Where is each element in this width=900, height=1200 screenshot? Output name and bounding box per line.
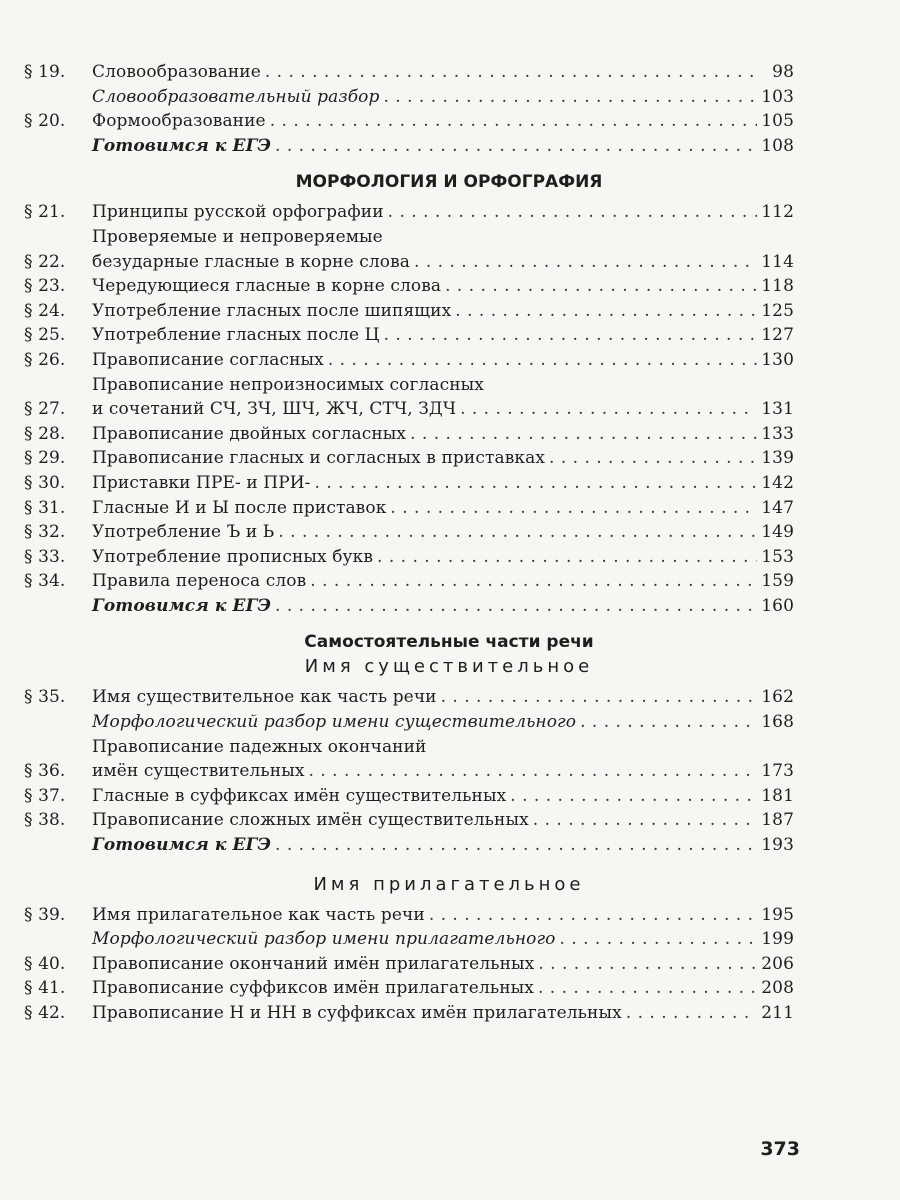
toc-entry[interactable] <box>24 710 794 735</box>
page-ref: 142 <box>761 472 794 493</box>
entry-title: Употребление гласных после Ц <box>92 325 380 346</box>
page-ref: 187 <box>761 810 794 831</box>
dot-leader <box>309 759 758 784</box>
section-number: § 20. <box>24 111 66 132</box>
toc-entry[interactable] <box>24 903 794 928</box>
section-number: § 32. <box>24 522 66 543</box>
toc-entry[interactable] <box>24 952 794 977</box>
dot-leader <box>275 833 757 858</box>
section-heading: Самостоятельные части речи <box>304 632 594 653</box>
page-ref: 147 <box>761 497 794 518</box>
page-ref: 199 <box>761 929 794 950</box>
toc-entry[interactable] <box>24 496 794 521</box>
toc-entry[interactable] <box>24 109 794 134</box>
entry-title: Имя прилагательное как часть речи <box>92 904 425 925</box>
entry-title: Правописание согласных <box>92 349 324 370</box>
dot-leader <box>388 200 758 225</box>
dot-leader <box>626 1001 757 1026</box>
section-number: § 25. <box>24 325 66 346</box>
toc-entry[interactable] <box>24 735 794 784</box>
toc-entry[interactable] <box>24 520 794 545</box>
toc-entry[interactable] <box>24 569 794 594</box>
page-ref: 149 <box>761 522 794 543</box>
dot-leader <box>384 323 758 348</box>
toc-entry[interactable] <box>24 134 794 159</box>
entry-title: Употребление Ъ и Ь <box>92 522 275 543</box>
toc-entry[interactable] <box>24 784 794 809</box>
entry-title: Правописание двойных согласных <box>92 423 407 444</box>
dot-leader <box>377 545 757 570</box>
page-ref: 208 <box>761 978 794 999</box>
page-ref: 162 <box>761 687 794 708</box>
section-number: § 21. <box>24 202 66 223</box>
section-heading: МОРФОЛОГИЯ И ОРФОГРАФИЯ <box>295 172 603 193</box>
dot-leader <box>460 397 757 422</box>
dot-leader <box>538 952 757 977</box>
dot-leader <box>384 85 758 110</box>
entry-title: Готовимся к ЕГЭ <box>92 595 272 616</box>
toc-entry[interactable] <box>24 594 794 619</box>
subsection-heading: Имя прилагательное <box>313 873 585 895</box>
entry-title-continued: и сочетаний СЧ, ЗЧ, ШЧ, ЖЧ, СТЧ, ЗДЧ <box>92 399 457 420</box>
entry-title: Словообразовательный разбор <box>92 86 380 107</box>
dot-leader <box>533 808 757 833</box>
entry-title: Правила переноса слов <box>92 571 307 592</box>
toc-entry[interactable] <box>24 422 794 447</box>
section-number: § 24. <box>24 300 66 321</box>
dot-leader <box>310 569 757 594</box>
section-number: § 40. <box>24 953 66 974</box>
section-number: § 33. <box>24 546 66 567</box>
page-ref: 105 <box>761 111 794 132</box>
dot-leader <box>549 446 757 471</box>
toc-entry[interactable] <box>24 685 794 710</box>
page-ref: 125 <box>761 300 794 321</box>
section-number: § 41. <box>24 978 66 999</box>
dot-leader <box>315 471 758 496</box>
entry-title: Правописание окончаний имён прилагательных <box>92 953 535 974</box>
dot-leader <box>275 594 757 619</box>
section-number: § 30. <box>24 472 66 493</box>
toc-entry[interactable] <box>24 1001 794 1026</box>
page-ref: 195 <box>761 904 794 925</box>
page-ref: 108 <box>761 135 794 156</box>
toc-entry[interactable] <box>24 200 794 225</box>
toc-entry[interactable] <box>24 471 794 496</box>
dot-leader <box>390 496 757 521</box>
toc-entry[interactable] <box>24 299 794 324</box>
section-number: § 19. <box>24 62 66 82</box>
section-number: § 22. <box>24 251 66 272</box>
entry-title: Правописание падежных окончаний <box>92 736 427 757</box>
section-number: § 26. <box>24 349 66 370</box>
entry-title: Правописание суффиксов имён прилагательных <box>92 978 534 999</box>
section-number: § 38. <box>24 810 66 831</box>
section-number: § 35. <box>24 687 66 708</box>
dot-leader <box>510 784 757 809</box>
page-ref: 159 <box>761 571 794 592</box>
entry-title: Готовимся к ЕГЭ <box>92 835 272 856</box>
toc-entry[interactable] <box>24 446 794 471</box>
entry-title: Готовимся к ЕГЭ <box>92 135 272 156</box>
page-ref: 130 <box>761 349 794 370</box>
dot-leader <box>278 520 757 545</box>
toc-entry[interactable] <box>24 373 794 422</box>
dot-leader <box>560 927 758 952</box>
entry-title: Морфологический разбор имени прилагательного <box>92 929 556 950</box>
page-ref: 153 <box>761 546 794 567</box>
section-number: § 39. <box>24 904 66 925</box>
page-ref: 173 <box>761 761 794 782</box>
dot-leader <box>441 685 758 710</box>
page-ref: 193 <box>761 835 794 856</box>
toc-entry[interactable] <box>24 85 794 110</box>
entry-title: Гласные И и Ы после приставок <box>92 497 387 518</box>
dot-leader <box>429 903 757 928</box>
page-ref: 160 <box>761 595 794 616</box>
dot-leader <box>414 250 757 275</box>
entry-title: Имя существительное как часть речи <box>92 687 437 708</box>
toc-entry[interactable] <box>24 274 794 299</box>
dot-leader <box>275 134 757 159</box>
page-ref: 133 <box>761 423 794 444</box>
page-ref: 112 <box>761 202 794 223</box>
page-number: 373 <box>760 1138 800 1160</box>
entry-title: Формообразование <box>92 111 266 132</box>
table-of-contents <box>24 60 794 1026</box>
section-number: § 36. <box>24 761 66 782</box>
entry-title: Употребление гласных после шипящих <box>92 300 452 321</box>
page-ref: 98 <box>772 62 794 82</box>
dot-leader <box>580 710 757 735</box>
entry-title: Приставки ПРЕ- и ПРИ- <box>92 472 311 493</box>
entry-title: Словообразование <box>92 62 261 82</box>
page-ref: 131 <box>761 399 794 420</box>
toc-entry[interactable] <box>24 545 794 570</box>
page-ref: 139 <box>761 448 794 469</box>
entry-title: Морфологический разбор имени существительного <box>92 712 577 733</box>
toc-entry[interactable] <box>24 808 794 833</box>
entry-title: Проверяемые и непроверяемые <box>92 226 383 247</box>
dot-leader <box>265 60 758 85</box>
entry-title-continued: безударные гласные в корне слова <box>92 251 411 272</box>
page-ref: 211 <box>761 1003 794 1023</box>
subsection-heading: Имя существительное <box>304 656 594 678</box>
page-ref: 118 <box>761 276 794 297</box>
entry-title: Правописание гласных и согласных в приставках <box>92 448 546 469</box>
entry-title: Чередующиеся гласные в корне слова <box>92 276 442 297</box>
page-ref: 168 <box>761 712 794 733</box>
section-number: § 28. <box>24 423 66 444</box>
page-ref: 114 <box>761 251 794 272</box>
entry-title: Правописание Н и НН в суффиксах имён прилагательных <box>92 1003 622 1023</box>
dot-leader <box>538 976 757 1001</box>
entry-title: Употребление прописных букв <box>92 546 374 567</box>
entry-title-continued: имён существительных <box>92 761 305 782</box>
dot-leader <box>410 422 757 447</box>
entry-title: Гласные в суффиксах имён существительных <box>92 785 507 806</box>
section-number: § 37. <box>24 785 66 806</box>
toc-entry[interactable] <box>24 60 794 85</box>
page-ref: 103 <box>761 86 794 107</box>
page-ref: 206 <box>761 953 794 974</box>
dot-leader <box>445 274 757 299</box>
toc-entry[interactable] <box>24 225 794 274</box>
section-number: § 29. <box>24 448 66 469</box>
toc-entry[interactable] <box>24 323 794 348</box>
section-number: § 31. <box>24 497 66 518</box>
entry-title: Правописание сложных имён существительных <box>92 810 529 831</box>
section-number: § 42. <box>24 1003 66 1023</box>
entry-title: Правописание непроизносимых согласных <box>92 374 484 395</box>
toc-entry[interactable] <box>24 833 794 858</box>
toc-entry[interactable] <box>24 348 794 373</box>
dot-leader <box>328 348 757 373</box>
page-ref: 127 <box>761 325 794 346</box>
section-number: § 34. <box>24 571 66 592</box>
section-number: § 23. <box>24 276 66 297</box>
dot-leader <box>455 299 757 324</box>
section-number: § 27. <box>24 399 66 420</box>
toc-entry[interactable] <box>24 927 794 952</box>
dot-leader <box>270 109 758 134</box>
page-ref: 181 <box>761 785 794 806</box>
toc-entry[interactable] <box>24 976 794 1001</box>
entry-title: Принципы русской орфографии <box>92 202 384 223</box>
